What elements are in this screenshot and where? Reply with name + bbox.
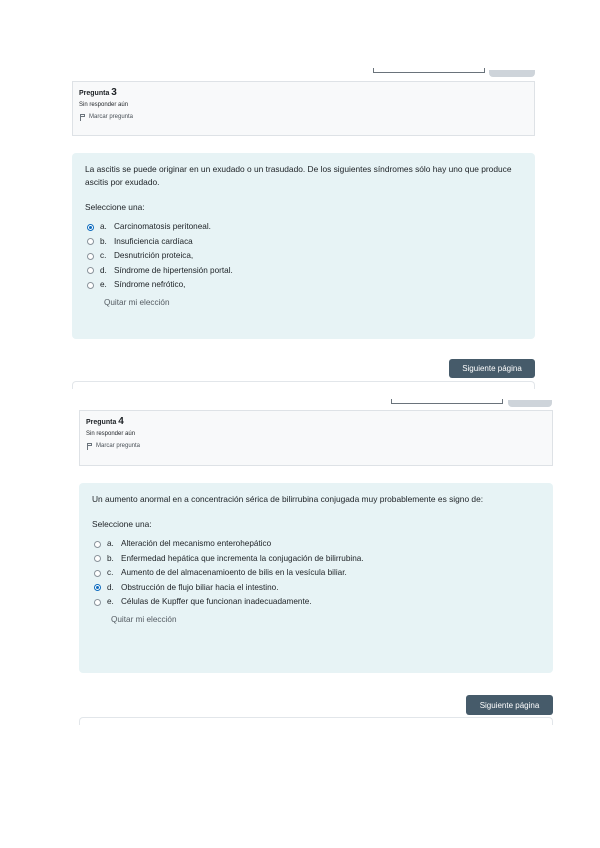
question-number: Pregunta 3 bbox=[79, 87, 117, 98]
answer-option-b[interactable]: b. Enfermedad hepática que incrementa la conjugación de bilirrubina. bbox=[92, 552, 540, 567]
question-state: Sin responder aún bbox=[86, 431, 136, 437]
radio-button[interactable] bbox=[87, 282, 94, 289]
next-card-edge bbox=[79, 717, 553, 725]
radio-button[interactable] bbox=[87, 224, 94, 231]
question-number: Pregunta 4 bbox=[86, 416, 124, 427]
answer-option-a[interactable]: a. Alteración del mecanismo enterohepático bbox=[92, 537, 540, 552]
answer-list bbox=[85, 220, 522, 293]
radio-button[interactable] bbox=[87, 253, 94, 260]
answer-list bbox=[92, 537, 540, 610]
question-info-4 bbox=[79, 410, 553, 466]
answer-prompt: Seleccione una: bbox=[85, 202, 145, 212]
question-state: Sin responder aún bbox=[79, 102, 129, 108]
flag-label: Marcar pregunta bbox=[89, 114, 134, 120]
clear-choice-link[interactable]: Quitar mi elección bbox=[111, 614, 177, 624]
flag-icon bbox=[86, 443, 93, 450]
flag-label: Marcar pregunta bbox=[96, 443, 141, 449]
flag-icon bbox=[79, 114, 86, 121]
answer-option-d[interactable]: d. Obstrucción de flujo biliar hacia el intestino. bbox=[92, 581, 540, 596]
question-text: La ascitis se puede originar en un exudado o un trasudado. De los siguientes síndromes sólo hay uno que produce ascitis por exudado. bbox=[85, 164, 512, 187]
radio-button[interactable] bbox=[94, 541, 101, 548]
top-fragment-select bbox=[373, 72, 485, 74]
flag-question-link[interactable] bbox=[79, 111, 528, 123]
next-page-button[interactable]: Siguiente página bbox=[466, 695, 553, 715]
answer-option-e[interactable]: e. Síndrome nefrótico, bbox=[85, 278, 522, 293]
top-fragment-select bbox=[391, 403, 503, 405]
next-card-edge bbox=[72, 381, 535, 389]
top-fragment-button[interactable] bbox=[489, 70, 535, 77]
next-page-button[interactable]: Siguiente página bbox=[449, 359, 535, 378]
question-content-4 bbox=[79, 483, 553, 673]
clear-choice-link[interactable]: Quitar mi elección bbox=[104, 297, 170, 307]
answer-option-b[interactable]: b. Insuficiencia cardíaca bbox=[85, 235, 522, 250]
radio-button[interactable] bbox=[87, 238, 94, 245]
radio-button[interactable] bbox=[87, 267, 94, 274]
answer-option-c[interactable]: c. Aumento de del almacenamioento de bilis en la vesícula biliar. bbox=[92, 566, 540, 581]
question-text: Un aumento anormal en a concentración sérica de bilirrubina conjugada muy probablemente es signo de: bbox=[92, 494, 484, 504]
radio-button[interactable] bbox=[94, 555, 101, 562]
answer-option-e[interactable]: e. Células de Kupffer que funcionan inadecuadamente. bbox=[92, 595, 540, 610]
radio-button[interactable] bbox=[94, 584, 101, 591]
question-info-3 bbox=[72, 81, 535, 136]
flag-question-link[interactable] bbox=[86, 440, 546, 452]
question-content-3 bbox=[72, 153, 535, 339]
answer-option-c[interactable]: c. Desnutrición proteica, bbox=[85, 249, 522, 264]
top-fragment-button[interactable] bbox=[508, 400, 552, 407]
radio-button[interactable] bbox=[94, 570, 101, 577]
answer-option-a[interactable]: a. Carcinomatosis peritoneal. bbox=[85, 220, 522, 235]
answer-prompt: Seleccione una: bbox=[92, 519, 152, 529]
radio-button[interactable] bbox=[94, 599, 101, 606]
answer-option-d[interactable]: d. Síndrome de hipertensión portal. bbox=[85, 264, 522, 279]
